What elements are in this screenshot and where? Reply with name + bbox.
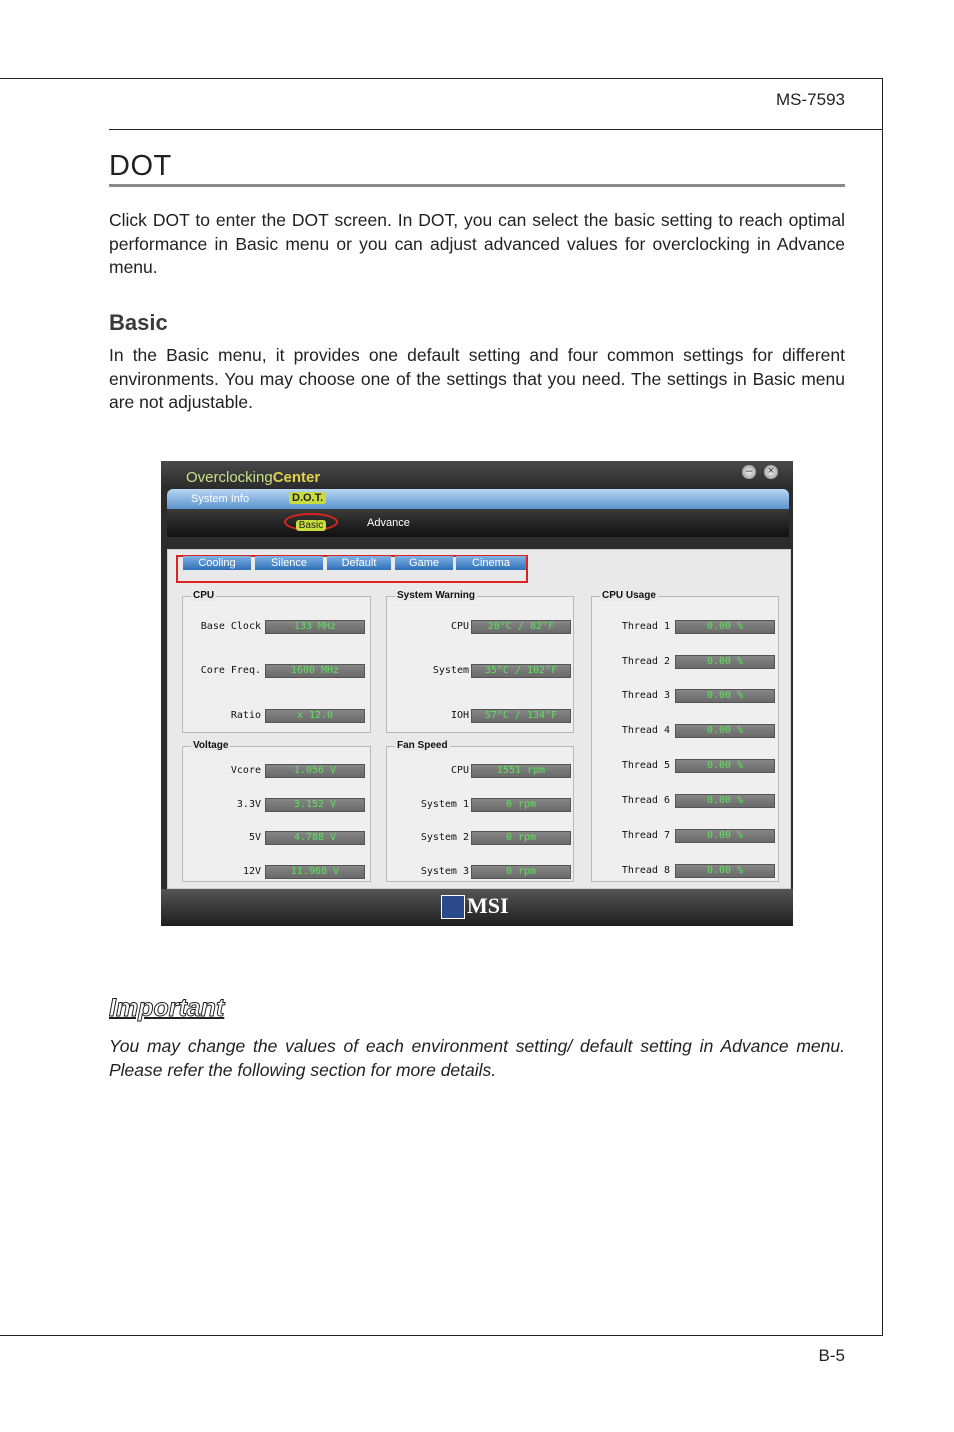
- main-nav: [167, 489, 789, 509]
- tab-basic-label: Basic: [296, 520, 326, 531]
- fan-row-value: 0 rpm: [471, 798, 571, 812]
- fan-row-label: CPU: [450, 765, 469, 776]
- preset-cinema-button[interactable]: Cinema: [456, 556, 526, 570]
- app-title: [186, 469, 320, 486]
- bottom-rule: [0, 1335, 883, 1336]
- thread-row-label: Thread 1: [621, 621, 670, 632]
- sub-nav: [167, 509, 789, 537]
- header-rule: [109, 129, 883, 130]
- section-title: DOT: [109, 150, 172, 182]
- thread-row-value: 0.00 %: [675, 724, 775, 738]
- voltage-row-label: 3.3V: [236, 799, 261, 810]
- preset-game-button[interactable]: Game: [395, 556, 453, 570]
- voltage-row-label: 12V: [242, 866, 261, 877]
- cpu-group-title: CPU: [193, 590, 215, 601]
- important-note: You may change the values of each environment setting/ default setting in Advance menu. Please refer the following section for more details.: [109, 1036, 845, 1080]
- minimize-icon[interactable]: –: [742, 465, 756, 479]
- warning-row-value: 35°C / 102°F: [471, 664, 571, 678]
- right-margin-rule: [882, 78, 883, 1336]
- msi-wordmark: MSI: [467, 893, 509, 918]
- page-number: B-5: [818, 1346, 845, 1365]
- voltage-row-value: 11.968 V: [265, 865, 365, 879]
- fan-row-label: System 2: [420, 832, 469, 843]
- voltage-row-value: 1.056 V: [265, 764, 365, 778]
- voltage-group-title: Voltage: [193, 740, 229, 751]
- close-icon[interactable]: ×: [764, 465, 778, 479]
- app-title-part1: Overclocking: [186, 469, 273, 486]
- cpu-row-value: x 12.0: [265, 709, 365, 723]
- section-title-underline: [109, 184, 845, 187]
- warning-row-label: IOH: [450, 710, 469, 721]
- thread-row-label: Thread 4: [621, 725, 670, 736]
- thread-row-value: 0.00 %: [675, 794, 775, 808]
- dot-basic-panel: [167, 549, 791, 889]
- thread-row-label: Thread 3: [621, 690, 670, 701]
- thread-row-label: Thread 7: [621, 830, 670, 841]
- app-title-part2: Center: [272, 469, 321, 486]
- app-titlebar: [161, 461, 793, 489]
- thread-row-value: 0.00 %: [675, 759, 775, 773]
- top-rule: [0, 78, 883, 79]
- voltage-row-label: 5V: [248, 832, 261, 843]
- cpu-row-label: Base Clock: [200, 621, 261, 632]
- cpu-group: [182, 590, 371, 733]
- cpu-row-value: 1600 MHz: [265, 664, 365, 678]
- model-number: MS-7593: [776, 90, 845, 109]
- subsection-body: In the Basic menu, it provides one default setting and four common settings for different environments. You may choose one of the settings that you need. The settings in Basic menu are not adjustable.: [109, 345, 845, 412]
- overclocking-center-window: [161, 461, 793, 926]
- fan-row-label: System 1: [420, 799, 469, 810]
- fan-row-label: System 3: [420, 866, 469, 877]
- thread-row-label: Thread 2: [621, 656, 670, 667]
- cpu-row-label: Core Freq.: [200, 665, 261, 676]
- fan-row-value: 1551 rpm: [471, 764, 571, 778]
- voltage-row-value: 4.788 V: [265, 831, 365, 845]
- voltage-group: [182, 740, 371, 882]
- system-warning-group-title: System Warning: [397, 590, 475, 601]
- preset-default-button[interactable]: Default: [327, 556, 391, 570]
- voltage-row-value: 3.152 V: [265, 798, 365, 812]
- warning-row-label: System: [432, 665, 469, 676]
- cpu-usage-group: [591, 590, 779, 882]
- warning-row-value: 57°C / 134°F: [471, 709, 571, 723]
- cpu-row-value: 133 MHz: [265, 620, 365, 634]
- thread-row-value: 0.00 %: [675, 689, 775, 703]
- thread-row-label: Thread 5: [621, 760, 670, 771]
- tab-basic[interactable]: [284, 513, 338, 531]
- tab-system-info[interactable]: System Info: [191, 493, 250, 505]
- subsection-title: Basic: [109, 310, 168, 335]
- system-warning-group: [386, 590, 574, 733]
- fan-row-value: 0 rpm: [471, 831, 571, 845]
- preset-silence-button[interactable]: Silence: [255, 556, 323, 570]
- fan-speed-group: [386, 740, 574, 882]
- cpu-usage-group-title: CPU Usage: [602, 590, 656, 601]
- tab-dot[interactable]: D.O.T.: [289, 492, 326, 504]
- fan-speed-group-title: Fan Speed: [397, 740, 448, 751]
- warning-row-value: 28°C / 82°F: [471, 620, 571, 634]
- thread-row-label: Thread 8: [621, 865, 670, 876]
- cpu-row-label: Ratio: [230, 710, 261, 721]
- app-footer: [161, 889, 793, 926]
- tab-advance[interactable]: Advance: [367, 517, 410, 529]
- thread-row-value: 0.00 %: [675, 864, 775, 878]
- fan-row-value: 0 rpm: [471, 865, 571, 879]
- preset-cooling-button[interactable]: Cooling: [183, 556, 251, 570]
- thread-row-value: 0.00 %: [675, 620, 775, 634]
- warning-row-label: CPU: [450, 621, 469, 632]
- voltage-row-label: Vcore: [230, 765, 261, 776]
- thread-row-value: 0.00 %: [675, 829, 775, 843]
- thread-row-label: Thread 6: [621, 795, 670, 806]
- thread-row-value: 0.00 %: [675, 655, 775, 669]
- section-intro: Click DOT to enter the DOT screen. In DOT, you can select the basic setting to reach optimal performance in Basic menu or you can adjust advanced values for overclocking in Advance menu.: [109, 210, 845, 277]
- important-heading: Important: [109, 994, 225, 1022]
- msi-shield-icon: [441, 895, 465, 919]
